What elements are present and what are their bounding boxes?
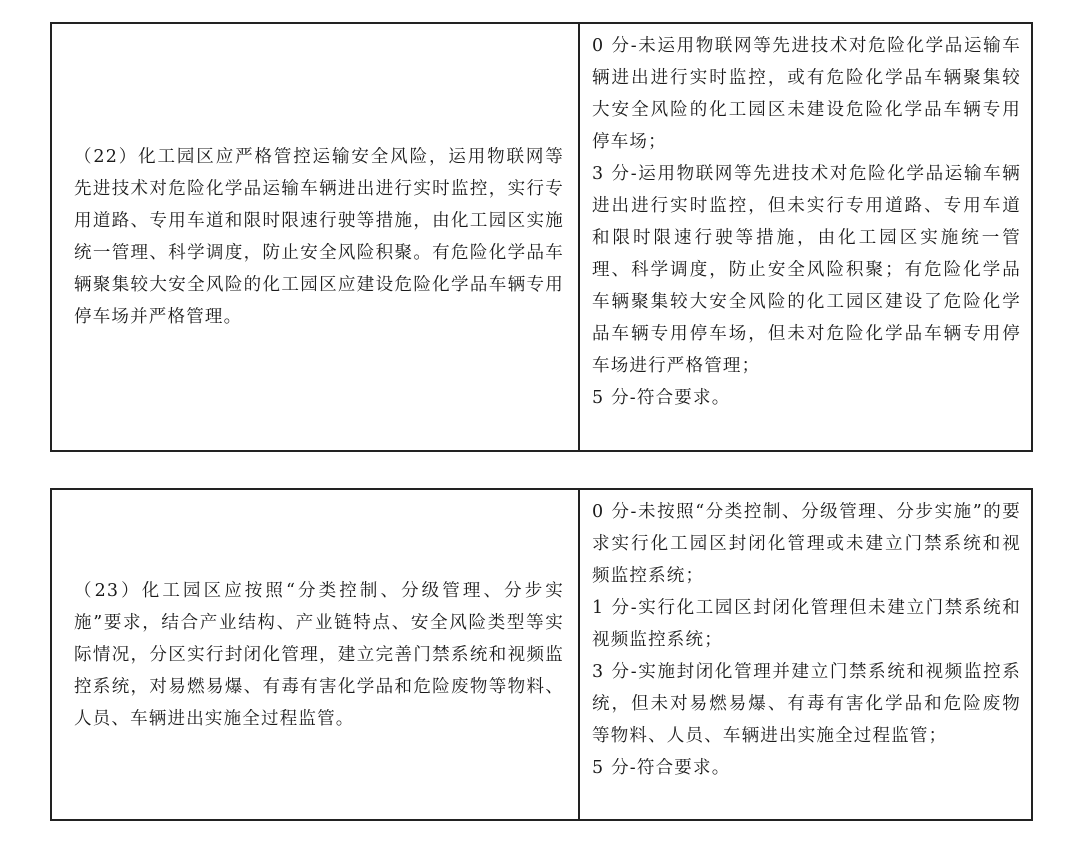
score-item: 0 分-未运用物联网等先进技术对危险化学品运输车辆进出进行实时监控，或有危险化学品车辆聚集较大安全风险的化工园区未建设危险化学品车辆专用停车场；: [592, 36, 1021, 152]
requirement-text: （22）化工园区应严格管控运输安全风险，运用物联网等先进技术对危险化学品运输车辆进出进行实时监控，实行专用道路、专用车道和限时限速行驶等措施，由化工园区实施统一管理、科学调度，防止安全风险积聚。有危险化学品车辆聚集较大安全风险的化工园区应建设危险化学品车辆专用停车场并严格管理。: [74, 147, 564, 327]
requirement-text: （23）化工园区应按照“分类控制、分级管理、分步实施”要求，结合产业结构、产业链特点、安全风险类型等实际情况，分区实行封闭化管理，建立完善门禁系统和视频监控系统，对易燃易爆、有毒有害化学品和危险废物等物料、人员、车辆进出实施全过程监管。: [74, 580, 564, 729]
requirement-cell: [50, 490, 578, 819]
score-item: 3 分-实施封闭化管理并建立门禁系统和视频监控系统，但未对易燃易爆、有毒有害化学品和危险废物等物料、人员、车辆进出实施全过程监管；: [592, 662, 1021, 746]
score-item: 5 分-符合要求。: [592, 388, 731, 408]
table-row-23: [50, 488, 1033, 821]
score-item: 0 分-未按照“分类控制、分级管理、分步实施”的要求实行化工园区封闭化管理或未建立门禁系统和视频监控系统；: [592, 502, 1021, 586]
scoring-cell: [578, 24, 1033, 450]
score-item: 5 分-符合要求。: [592, 758, 731, 778]
table-row-22: [50, 22, 1033, 452]
score-item: 1 分-实行化工园区封闭化管理但未建立门禁系统和视频监控系统；: [592, 598, 1021, 650]
requirement-cell: [50, 24, 578, 450]
scoring-cell: [578, 490, 1033, 819]
score-item: 3 分-运用物联网等先进技术对危险化学品运输车辆进出进行实时监控，但未实行专用道路、专用车道和限时限速行驶等措施，由化工园区实施统一管理、科学调度，防止安全风险积聚；有危险化学品车辆聚集较大安全风险的化工园区建设了危险化学品车辆专用停车场，但未对危险化学品车辆专用停车场进行严格管理；: [592, 164, 1021, 376]
